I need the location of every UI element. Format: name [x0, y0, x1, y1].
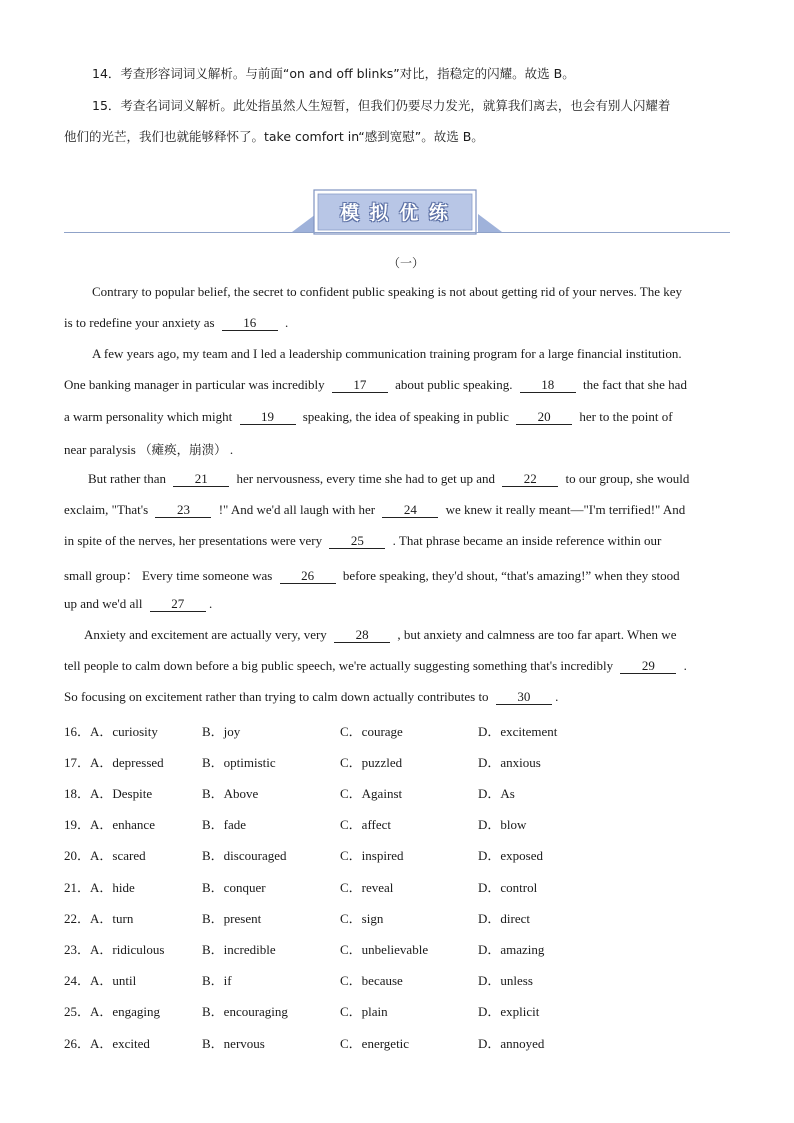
option-c: C．inspired: [340, 848, 404, 863]
option-b: B．encouraging: [202, 1004, 288, 1019]
option-b: B．optimistic: [202, 755, 276, 770]
blank-27: 27: [150, 597, 206, 612]
option-d: D．annoyed: [478, 1036, 545, 1051]
blank-24: 24: [382, 503, 438, 518]
passage-line-12: [84, 627, 676, 643]
passage-text: . That phrase became an inside reference within our: [392, 533, 662, 548]
blank-18: 18: [520, 378, 576, 393]
option-number: 26．A．: [64, 1036, 113, 1051]
option-number: 17．A．: [64, 755, 113, 770]
blank-20: 20: [516, 410, 572, 425]
option-number: 16．A．: [64, 724, 113, 739]
option-c: C．reveal: [340, 880, 394, 895]
passage-line-10: [64, 565, 680, 584]
passage-text: up and we'd all: [64, 596, 143, 611]
option-row-26: [64, 1033, 150, 1052]
section-number: （一）: [388, 256, 425, 270]
option-b: B．incredible: [202, 942, 276, 957]
passage-text: we knew it really meant—"I'm terrified!" And: [445, 502, 686, 517]
option-number: 18．A．: [64, 786, 113, 801]
option-b: B．conquer: [202, 880, 266, 895]
option-a: Despite: [112, 786, 153, 801]
option-number: 25．A．: [64, 1004, 113, 1019]
option-number: 20．A．: [64, 848, 113, 863]
passage-text: about public speaking.: [395, 377, 513, 392]
option-row-16: [64, 721, 158, 740]
option-d: D．As: [478, 786, 515, 801]
passage-text: speaking, the idea of speaking in public: [302, 409, 509, 424]
option-b: B．Above: [202, 786, 259, 801]
passage-line-5: [64, 409, 673, 425]
option-row-24: [64, 970, 136, 989]
passage-text: .: [209, 596, 213, 611]
option-b: B．if: [202, 973, 232, 988]
option-row-22: [64, 908, 133, 927]
passage-text: .: [555, 689, 559, 704]
passage-text: .: [683, 658, 687, 673]
passage-text: to our group, she would: [565, 471, 690, 486]
option-a: excited: [112, 1036, 150, 1051]
option-d: D．explicit: [478, 1004, 540, 1019]
option-row-20: [64, 845, 146, 864]
option-b: B．present: [202, 911, 262, 926]
passage-text: One banking manager in particular was incredibly: [64, 377, 325, 392]
option-number: 24．A．: [64, 973, 113, 988]
option-number: 21．A．: [64, 880, 113, 895]
option-c: C．because: [340, 973, 403, 988]
option-d: D．control: [478, 880, 538, 895]
passage-line-8: [64, 502, 685, 518]
passage-text: , but anxiety and calmness are too far apart. When we: [397, 627, 677, 642]
section-banner: [0, 186, 794, 242]
passage-text: tell people to calm down before a big public speech, we're actually suggesting something that's incredibly: [64, 658, 614, 673]
passage-text: the fact that she had: [582, 377, 687, 392]
blank-28: 28: [334, 628, 390, 643]
option-a: engaging: [112, 1004, 161, 1019]
option-c: C．courage: [340, 724, 403, 739]
passage-line-11: [64, 596, 212, 612]
option-d: D．blow: [478, 817, 527, 832]
blank-25: 25: [329, 534, 385, 549]
option-b: B．joy: [202, 724, 241, 739]
option-c: C．affect: [340, 817, 392, 832]
banner-title: 模 拟 优 练: [340, 202, 450, 224]
blank-23: 23: [155, 503, 211, 518]
option-a: hide: [112, 880, 135, 895]
passage-gloss: （瘫痪，崩溃）: [139, 442, 227, 457]
option-a: turn: [112, 911, 134, 926]
option-a: depressed: [112, 755, 164, 770]
passage-text: is to redefine your anxiety as: [64, 315, 215, 330]
blank-16: 16: [222, 316, 278, 331]
option-d: D．anxious: [478, 755, 541, 770]
option-d: D．excitement: [478, 724, 558, 739]
option-c: C．Against: [340, 786, 403, 801]
option-row-21: [64, 877, 135, 896]
passage-line-3: A few years ago, my team and I led a leadership communication training program for a large financial institution.: [92, 346, 682, 361]
option-row-18: [64, 783, 152, 802]
option-b: B．discouraged: [202, 848, 287, 863]
passage-text: So focusing on excitement rather than trying to calm down actually contributes to: [64, 689, 489, 704]
passage-text: Anxiety and excitement are actually very, very: [84, 627, 327, 642]
blank-22: 22: [502, 472, 558, 487]
passage-line-9: [64, 533, 661, 549]
explanation-q15-line1: 15．考查名词词义解析。此处指虽然人生短暂，但我们仍要尽力发光，就算我们离去，也会有别人闪耀着: [92, 98, 671, 113]
blank-29: 29: [620, 659, 676, 674]
option-d: D．unless: [478, 973, 533, 988]
option-b: B．fade: [202, 817, 247, 832]
option-a: scared: [112, 848, 146, 863]
passage-line-4: [64, 377, 687, 393]
passage-line-7: [88, 471, 689, 487]
explanation-q14: 14．考查形容词词义解析。与前面“on and off blinks”对比，指稳定的闪耀。故选 B。: [92, 66, 575, 81]
passage-text: .: [229, 442, 234, 457]
option-row-25: [64, 1001, 160, 1020]
passage-text: her to the point of: [579, 409, 673, 424]
option-d: D．exposed: [478, 848, 543, 863]
option-a: until: [112, 973, 137, 988]
blank-19: 19: [240, 410, 296, 425]
passage-text: a warm personality which might: [64, 409, 233, 424]
option-a: ridiculous: [112, 942, 165, 957]
passage-text: in spite of the nerves, her presentations were very: [64, 533, 323, 548]
passage-text: her nervousness, every time she had to get up and: [236, 471, 495, 486]
passage-text: before speaking, they'd shout, “that's amazing!” when they stood: [342, 568, 680, 583]
option-number: 23．A．: [64, 942, 113, 957]
passage-line-1: Contrary to popular belief, the secret to confident public speaking is not about getting rid of your nerves. The key: [92, 284, 683, 299]
passage-text: near paralysis: [64, 442, 136, 457]
blank-30: 30: [496, 690, 552, 705]
option-a: curiosity: [112, 724, 158, 739]
option-c: C．plain: [340, 1004, 388, 1019]
option-d: D．amazing: [478, 942, 545, 957]
option-row-17: [64, 752, 164, 771]
option-a: enhance: [112, 817, 155, 832]
option-c: C．puzzled: [340, 755, 403, 770]
passage-text: But rather than: [88, 471, 166, 486]
passage-text: .: [285, 315, 289, 330]
passage-text: exclaim, "That's: [64, 502, 149, 517]
passage-line-6: [64, 440, 233, 458]
passage-text: !" And we'd all laugh with her: [218, 502, 376, 517]
blank-17: 17: [332, 378, 388, 393]
passage-line-2: [64, 315, 288, 331]
option-row-19: [64, 814, 155, 833]
blank-21: 21: [173, 472, 229, 487]
option-c: C．sign: [340, 911, 384, 926]
option-number: 22．A．: [64, 911, 113, 926]
option-c: C．energetic: [340, 1036, 410, 1051]
passage-text: small group： Every time someone was: [64, 568, 273, 583]
passage-line-14: [64, 689, 558, 705]
blank-26: 26: [280, 569, 336, 584]
option-c: C．unbelievable: [340, 942, 429, 957]
section-divider: [64, 232, 730, 233]
option-b: B．nervous: [202, 1036, 265, 1051]
explanation-q15-line2: 他们的光芒，我们也就能够释怀了。take comfort in“感到宽慰”。故选 B。: [64, 129, 484, 144]
option-number: 19．A．: [64, 817, 113, 832]
passage-line-13: [64, 658, 687, 674]
option-row-23: [64, 939, 164, 958]
option-d: D．direct: [478, 911, 530, 926]
